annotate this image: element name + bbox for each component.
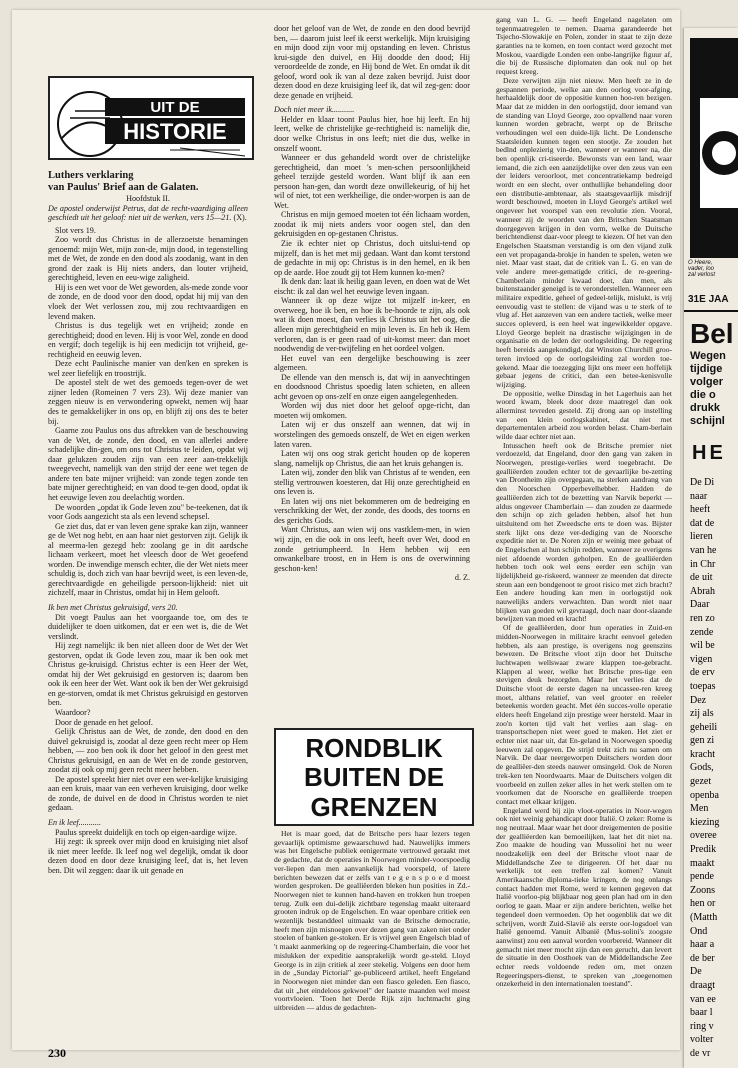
paragraph: Engeland werd bij zijn vloot-operaties in Noor-wegen ook niet weinig gehandicapt door Italië. O zeker: Rome is nog neutraal. Maar waar het door dreigementen de positie der gealliëerden kan bemoeilijken, laat het dit niet na. Zoo maakte de houding van Mussolini het nu weer noodzakelijk een deel der Britsche vloot naar de Middellandsche Zee te dirigeeren. Of het daar nu werkelijk tot een treffen zal komen? Vanuit Amerikaansche diploma-tieke kringen, de nog onlangs contact hadden met Rome, werd te kennen gegeven dat Italië voorloo-pig blijkbaar nog geen plan had om in den oorlog te gaan. Maar er zijn andere berichten, welke het tegendeel doen vermoeden. Op het oogenblik dat we dit schrijven, wordt Zuid-Slavië als eerste oor-logsdoel van Italië genoemd. Vanuit Albanië (Mus-solini's zoogste aanwinst) zou een aanval worden voorbereid. Wanneer dit gemacht niet meer mocht zijn dan een gerucht, dan levert de situatie in den Oosthoek van de Middellandsche Zee echter reeds voldoende reden om, met onzen Regeeringspers-dienst, te spreken van „toegenomen onzekerheid in den internationalen toestand". — [496, 805, 672, 989]
paragraph: Zoo wordt dus Christus in de allerzoetste benamingen genoemd: mijn Wet, mijn zon-de, mijn dood, in tegenstelling met de Wet, de zonde en den dood als zoodanig, want in den grond der zaak is Hij niets anders, dan louter vrijheid, gerechtigheid, leven en eeu-wige zaligheid. — [48, 235, 248, 283]
paragraph: Door de genade en het geloof. — [55, 717, 153, 727]
verse-heading: Slot vers 19. — [55, 225, 96, 235]
next-page-emblem-icon — [690, 38, 738, 258]
paragraph: Want Christus, aan wien wij ons vastklem-men, in wien wij zijn, en die ook in ons leeft, heeft over Wet, dood en zonde getriumpheerd. In Hem hebben wij een onwankelbare troost, en in Hem is ons de overwinning geschon-ken! — [274, 525, 470, 573]
paragraph: De apostel spreekt hier niet over een wer-kelijke kruisiging aan een kruis, maar van een verheven kruisiging, door welke de zonde, de duivel en de dood in Christus worden te niet gedaan. — [48, 774, 248, 813]
paragraph: Intusschen heeft ook de Britsche premier niet verdoezeld, dat Engeland, door den gang van zaken in Noorwegen, prestige-verlies werd toegebracht. De gealliëerden zouden echter tot de gevaarlijke be-zetting van Drontheim zijn overgegaan, na sterken aandrang van den Noorschen Opperbevelhebber. Hadden de gealliëerden zich tot de bezetting van Narvik beperkt — aldus ongeveer Chamberlain — dan zouden ze daarmede den schijn op zich geladen hebben, alsof het hun uitsluitend om het Zweedsche erts te doen was. Bijster sterk lijkt ons deze ver-dediging van de Noorsche expeditie niet te. De Noren zijn er weinig mee gebaat of de Engelschen al hun schijn redden, wanneer ze overigens niet afdoende worden geholpen. En de gealliëerden hebben toch ook wel eens eerder een schijn van lijdelijkheid ge-riskeerd, wanneer ze meenden dat directe steun aan een bondgenoot te groot risico met zich bracht? Een andere houding kan men in oorlogstijd ook nauwelijks anders verwachten. Dan wordt niet naar blijken van goeden wil gevraagd, doch naar door-slaande bewijzen van moed en kracht! — [496, 440, 672, 624]
svg-text:HISTORIE: HISTORIE — [123, 119, 227, 144]
paragraph: Ik denk dan: laat ik heilig gaan leven, en doen wat de Wet eischt: ik zal dan wel het eeuwige leven ingaan. — [274, 277, 470, 296]
page-number: 230 — [48, 1046, 66, 1060]
paragraph: Christus is dus tegelijk wet en vrijheid; zonde en gerechtigheid; dood en leven. Hij is voor Wel, zonde en dood en vergif; doch tegelijk is hij een medicijn tot vrijheid, ge-rechtigheid en eeuwig leven. — [48, 321, 248, 359]
paragraph: Deze verwijten zijn niet nieuw. Men heeft ze in de gespannen periode, welke aan den oorlog voor-afging, herhaaldelijk door de oppositie kunnen hoo-ren bezigen. Maar dat ze midden in den oorlogstijd, door iemand van de standing van Lloyd George, zoo opvallend naar voren kunnen worden gebracht, werpt op de Britsche verhoudingen wel een duide-lijk licht. De Londensche Staatsleiden kunnen tegen een stootje. Ze zouden het bedlnd onplezierig vin-den, wanneer er wanneer na, die ben openlijk cri-tiseerde. Bewonsts van een land, waar iemand, die zich een aanzijdelijke over den zeus van een der leiders veroorloot, met concentratiekamp bedreigd wordt en een slecht, over onthullijke behandeling door een distributie-ambtenaar, als staatsgevaarlijk misdrijf wordt beschouwd, moeten in Lloyd George's artikel wel ongeveer het voorspel van een revolutie zien. Vooral, wanneer zij de woorden van den Britschen Staatsman doorgegeven krijgen in den vorm, welke de Duitsche berichtendienst daar-voor pleegt te kiezen. Of het van den Engelschen Staatsman verstandig is om den vijand zulk een vet propaganda-brokje in handen te spelen, weten we niet. Maar vast staat, dat de critiek van L. G. en van de vele andere meer-gematigde critici, de re-geering-Chamberlain minder kwaad doet, dan men, als buitenstaander geneigd is te veronderstellen. Wanneer een militaire expeditie, geheel of gedeel-telijk, mislukt, is vrij eenvoudig vast te stellen: de vijand was u te sterk of te vlug af. Het aanzeven van een andere tactiek, welke meer succes opleverd, is een heel wat ingewikkelder opgave. Lloyd George bepleit na drastische wijzigingen in de organisatie en de leden der oorlogsleiding. De regeering heeft bereids aangekondigd, dat Winston Churchill groo-teren invloed op de oorlogsleiding zal worden toe-gekend. Maar die toezegging lijkt ons meer een hoffelijk gebaar jegens de critici, dan een betee-kenisvolle wijziging. — [496, 75, 672, 389]
column-luther — [48, 170, 248, 875]
body-fragment: De Di naar heeft dat de lieren van he in Chr de uit Abrah Daar ren zo zende wil be vigen de erv toepas Dez zij als geheili gen zi kracht Gods, gezet openba Men kiezing overee Predik maakt pende Zoons hen or (Matth Ond haar a de ber De draagt van ee baar l ring v volter de vr — [690, 477, 720, 1059]
paragraph: Wanneer ik op deze wijze tot mijzelf in-keer, en overweeg, hoe ik ben, en hoe ik be-hoorde te zijn, als ook wat ik doen moest, dan verlies ik Christus uit het oog, die alleen mijn gerechtigheid en mijn leven is. En heb ik Hem verloren, dan is er geen raad of uit-komst meer: dan moet noodwendig de ver-twijfeling en het oordeel volgen. — [274, 296, 470, 354]
paragraph: Het euvel van een dergelijke beschouwing is zeer algemeen. — [274, 353, 470, 373]
paragraph: Het is maar goed, dat de Britsche pers haar lezers tegen gevaarlijk optimisme gewaarschuwd had. Nauwelijks immers was het Engelsche publiek eenigermate vertrouwd geraakt met de gedachte, dat de operaties in Noorwegen minder-voorspoedig ver-liepen dan men aanvankelijk had voorspeld, of latere berichten bewezen dat er zelfs van t e g e n s p o e d moest worden gesproken. De gealliëerden bleken hun posities in Zd.-Noorwegen niet te kunnen hand-haven en trokken hun troepen terug. Zulk een dui-delijk zichtbare tegenslag maakt uiteraard grooten indruk op de Engelschen. En waar openbare critiek een wezenlijk bestanddeel uitmaakt van de Britsche democratie, heeft men zijn misnoegen over dezen gang van zaken niet onder stoelen of banken ge-stoken. Er is vrijwel geen Engelsch blad of 't maakt aanmerking op de regeering-Chamberlain, die voor het mislukken der expeditie aansprakelijk wordt ge-steld. Lloyd George is in zijn critiek al zeer stekelig. Volgens een door hem in de „Sunday Pictorial" ge-publiceerd artikel, heeft Engeland in Noorwegen niet minder dan een fiasco geleden. Een fiasco, dat uit „het eindeloos gekwoel" der laatste maanden wel moest voortvloeien. 'Toen het Derde Rijk zijn luchtmacht ging uitbreiden — aldus de gedachten- — [274, 829, 470, 1013]
year-banner: 31E JAA — [688, 294, 729, 305]
paragraph: Laten wij er dus onszelf aan wennen, dat wij in worstelingen des gemoeds onszelf, de Wet en eigen werken laten varen. — [274, 420, 470, 449]
paragraph: Paulus spreekt duidelijk en toch op eigen-aardige wijze. — [55, 827, 237, 837]
paragraph: door het geloof van de Wet, de zonde en den dood bevrijd ben, — daarom juist leef ik eerst werkelijk. Mijn kruisiging en mijn dood zijn voor mij opstanding en leven. Christus krui-sigde den duivel, en Hij doodde den dood; Hij veroordeelde de zonde, en Hij bond de Wet. En omdat ik dit geloof, word ook ik van al deze zaken bevrijd. Juist door dezen dood en deze kruisiging leef ik, dat wil zeg-gen: door deze genade en vrijheid. — [274, 24, 470, 100]
paragraph: Hij zegt: ik spreek over mijn dood en kruisiging niet alsof ik niet meer leefde. Ik leef nog wel degelijk, omdat ik door dezen dood en door deze kruisiging leef, dat is, het leven ben. Dit wil zeggen: daar ik uit genade en — [48, 837, 248, 875]
section-heading: Doch niet meer ik........... — [274, 105, 355, 115]
paragraph: Laten wij, zonder den blik van Christus af te wenden, een stellig vertrouwen koesteren, dat Hij onze gerechtigheid en ons leven is. — [274, 468, 470, 497]
headline-fragment: Bel — [690, 318, 734, 349]
column-middle — [274, 24, 470, 583]
paragraph: Gaarne zou Paulus ons dus aftrekken van de beschouwing van de Wet, de zonde, den dood, en van allerlei andere schadelijke din-gen, om ons tot Christus te leiden, opdat wij daar gelukzen zouden zijn van een zeer aan-trekkelijk tweegevecht, namelijk van den strijd der eene wet tegen de andere ten bate mijner vrijheid: van zonde tegen zonde ten bate mijner gerechtigheid; en van dood te-gen dood, opdat ik het eeuwige leven zou deelachtig worden. — [48, 426, 248, 502]
paragraph: Ge ziet dus, dat er van leven gene sprake kan zijn, wanneer ge de Wet nog hebt, en aan haar niet gestorven zijt. Gelijk ik al meerma-len gezegd heb: zoolang ge in dit aardsche lichaam verkeert, moet het vleesch door de Wet geoefend worden. De inwendige mensch echter, die der Wet niets meer schuldig is, doch zich van haar bevrijd weet, is een leven-de, gerechtvaardigde en geheiligde persoon-lijkheid: niet uit zichzelf, maar in Christus, omdat hij in Hem gelooft. — [48, 521, 248, 598]
paragraph: gang van L. G. — heeft Engeland nagelaten om tegenmaatregelen te nemen. Daarna garandeerde het Tsjecho-Slowakije en Polen, zonder in staat te zijn deze garanties na te komen, en toen contact werd gezocht met Moskou, vaardigde Londen een onbe-langrijke figuur af, die bij de Russische diplomaten dan ook nul op het request kreeg. — [496, 15, 672, 77]
svg-text:UIT DE: UIT DE — [150, 99, 200, 116]
emblem-caption: O Heere, vader, loo zal verlost — [688, 260, 716, 278]
paragraph: De oppositie, welke Dinsdag in het Lagerhuis aan het woord kwam, bleek door deze maatregel dan ook allerminst tevreden gesteld. Zij drong aan op instelling van een klein oorlogskabinet, dat niet met departementalen arbeid zou worden belast. Cham-berlain wilde daar echter niet aan. — [496, 388, 672, 441]
lead-fragment: Wegen tijdige volger die o drukk schijnl — [690, 350, 726, 427]
paragraph: Worden wij dus niet door het geloof opge-richt, dan moeten wij omkomen. — [274, 401, 470, 420]
paragraph: Hij is een wet voor de Wet geworden, als-mede zonde voor de zonde, en de dood voor den dood, opdat hij mij van den vloek der Wet verlossen zou, mij zou rechtvaardigen en levend maken. — [48, 282, 248, 321]
column-right — [496, 16, 672, 989]
paragraph: Laten wij ons oog strak gericht houden op de koperen slang, namelijk op Christus, die aan het kruis gehangen is. — [274, 449, 470, 468]
section-fragment: HE — [692, 442, 726, 464]
paragraph: Wanneer er dus gehandeld wordt over de christelijke gerechtigheid, dan moet 's men-schen persoonlijkheid geheel terzijde gesteld worden. Want blijf ik aan een persoon han-gen, dan wordt deze onwillekeurig, of hij het wil of niet, tot een werkheilige, die onder-worpen is aan de Wet. — [274, 153, 470, 210]
paragraph: De apostel stelt de wet des gemoeds tegen-over de wet zijner leden (Romeinen 7 vers 23). Wij deze manier van zeggen nieuw is en verwondering opwekt, nemen wij haar des te gemakkelijker in ons op, en blijft zij ons des te beter bij. — [48, 378, 248, 426]
paragraph: Dit voegt Paulus aan het voorgaande toe, om des te duidelijker te doen uitkomen, dat er een wet is, die de Wet verslindt. — [48, 612, 248, 641]
svg-text:BUITEN DE: BUITEN DE — [303, 762, 445, 792]
uit-de-historie-logo — [48, 76, 254, 160]
article-intro: De apostel onderwijst Petrus, dat de recht-vaardiging alleen geschiedt uit het geloof: niet uit de werken, vers 15—21. (X). — [48, 203, 248, 223]
paragraph: Helder en klaar toont Paulus hier, hoe hij leeft. En hij leert, welke de christelijke ge-rechtigheid is: namelijk die, door welke Christus in ons leeft; niet die dus, welke in onszelf woont. — [274, 114, 470, 153]
paragraph: Christus en mijn gemoed moeten tot één lichaam worden, zoodat ik mij niets anders voor oogen stel, dan den gekruisigden en op-gestanen Christus. — [274, 210, 470, 239]
paragraph: Of de gealliëerden, door hun operaties in Zuid-en midden-Noorwegen in militaire kracht eenvoel geleden hebben, als aan prestige, is overigens nog geenszins bewezen. De Britsche vloot zijn door het Duitsche luchtwapen wellswaar zware klappen toe-gebracht. Klappen al weer, welke het Britsche pres-tige een stevigen deuk bezorgden. Maar het verlies dat de Duitsche vloot de eerste dagen na uncassee-ren kreeg moet, althans relatief, van veel grooter en reëeler beteekenis worden geacht. Met één succes-volle operatie elders heeft Engeland zijn prestige weer hersteld. Maar in zoo'n korten tijd valt het verlies aan slag- en transportschepen niet weer goed te maken. Het ziet er echter niet naar uit, dat En-geland in Noorwegen spoedig leeuwen zal opgeven. De strijd trekt zich nu samen om Narvik. De daar neergeworpen Duitschers worden door de gealliëer-den steeds nauwer omsingeld. Ook de Noren trek-ken ten Noordwaarts. Maar de Duitschers volgen dit voorbeeld en zullen zeker alles in het werk stellen om te voorkomen dat de Noorsche en gealliëerde troepen contact met elkaar krijgen. — [496, 623, 672, 806]
rondblik-globe-icon — [276, 730, 472, 824]
section-heading: Ik ben met Christus gekruisigd, vers 20. — [48, 602, 178, 612]
divider — [684, 310, 738, 312]
paragraph: Deze echt Paulinische manier van den'ken en spreken is wel zeer liefelijk en troostrijk. — [48, 359, 248, 378]
section-heading: En ik leef........... — [48, 818, 102, 827]
rondblik-logo — [274, 728, 474, 826]
paragraph: Zie ik echter niet op Christus, doch uitslui-tend op mijzelf, dan is het met mij gedaan. Want dan komt terstond de gedachte in mij op: Christus is in den hemel, en ik ben op de aarde. Hoe zoudt gij tot Hem kunnen ko-men? — [274, 239, 470, 277]
article-title: Luthers verklaring van Paulus' Brief aan de Galaten. — [48, 170, 199, 193]
svg-text:RONDBLIK: RONDBLIK — [305, 733, 443, 763]
paragraph: De woorden „opdat ik Gode leven zou" be-teekenen, dat ik voor Gods aangezicht sta als een levend schepsel. — [48, 502, 248, 522]
svg-text:GRENZEN: GRENZEN — [310, 792, 438, 822]
rondblik-text — [274, 830, 470, 1013]
chapter-heading: Hoofdstuk II. — [126, 194, 170, 203]
paragraph: Hij zegt namelijk: ik ben niet alleen door de Wet der Wet gestorven, opdat ik Gode leven zou, maar ik ben ook met Christus ge-kruisigd. Christus echter is een Heer der Wet, omdat hij der Wet gekruisigd en gestorven is; daarom ben ook ik een heer der Wet. Want ook ik ben der Wet gekruisigd en ge-storven, omdat ik met Christus gekruisigd en gestorven ben. — [48, 641, 248, 708]
paragraph: En laten wij ons niet bekommeren om de bedreiging en verschrikking der Wet, der zonde, des doods, des toorns en des gerichts Gods. — [274, 496, 470, 525]
magazine-page — [12, 10, 680, 1060]
historie-emblem-icon — [50, 78, 252, 158]
paragraph: Waardoor? — [55, 707, 91, 717]
paragraph: Gelijk Christus aan de Wet, de zonde, den dood en den duivel gekruisigd is, zoodat al deze geen recht meer op Hem hebben, — zoo ben ook ik door het geloof in den geest met Christus gekruisigd, en aan de Wet en de zonde gestorven, zoodat zij ook op mij geen recht meer hebben. — [48, 727, 248, 775]
author-signature: d. Z. — [454, 573, 470, 583]
next-page-edge — [684, 28, 738, 1068]
paragraph: De ellende van den mensch is, dat wij in aanvechtingen en doodsnood Christus spoedig laten schieten, en alleen acht gevoen op ons-zelf en onze eigen aangelegenheden. — [274, 372, 470, 401]
